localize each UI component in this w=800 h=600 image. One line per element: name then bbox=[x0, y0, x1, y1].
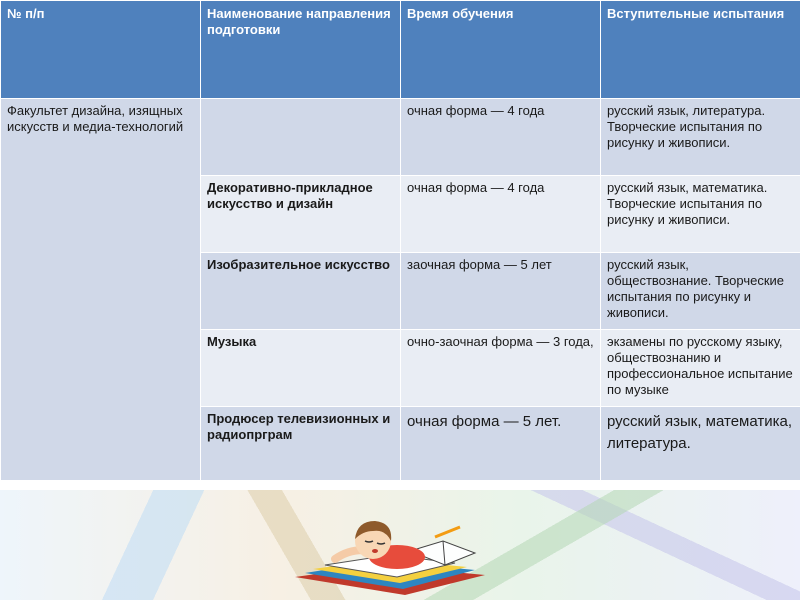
duration-cell: очная форма — 4 года bbox=[401, 176, 601, 253]
table-row bbox=[1, 99, 800, 176]
duration-cell: очно-заочная форма — 3 года, bbox=[401, 330, 601, 407]
faculty-cell: Факультет дизайна, изящных искусств и медиа-технологий bbox=[1, 99, 201, 481]
duration-cell: заочная форма — 5 лет bbox=[401, 253, 601, 330]
direction-cell bbox=[201, 99, 401, 176]
duration-cell: очная форма — 4 года bbox=[401, 99, 601, 176]
exams-cell: русский язык, математика. Творческие испытания по рисунку и живописи. bbox=[601, 176, 800, 253]
direction-cell: Музыка bbox=[201, 330, 401, 407]
header-exams: Вступительные испытания bbox=[601, 1, 800, 99]
duration-cell: очная форма — 5 лет. bbox=[401, 407, 601, 481]
direction-cell: Изобразительное искусство bbox=[201, 253, 401, 330]
header-direction: Наименование направления подготовки bbox=[201, 1, 401, 99]
direction-cell: Продюсер телевизионных и радиопрграм bbox=[201, 407, 401, 481]
exams-cell: экзамены по русскому языку, обществознанию и профессиональное испытание по музыке bbox=[601, 330, 800, 407]
direction-cell: Декоративно-прикладное искусство и дизайн bbox=[201, 176, 401, 253]
header-number: № п/п bbox=[1, 1, 201, 99]
exams-cell: русский язык, математика, литература. bbox=[601, 407, 800, 481]
table-header-row bbox=[1, 1, 800, 99]
exams-cell: русский язык, обществознание. Творческие испытания по рисунку и живописи. bbox=[601, 253, 800, 330]
exams-cell: русский язык, литература. Творческие испытания по рисунку и живописи. bbox=[601, 99, 800, 176]
student-sleeping-on-books-icon bbox=[285, 515, 495, 600]
header-duration: Время обучения bbox=[401, 1, 601, 99]
